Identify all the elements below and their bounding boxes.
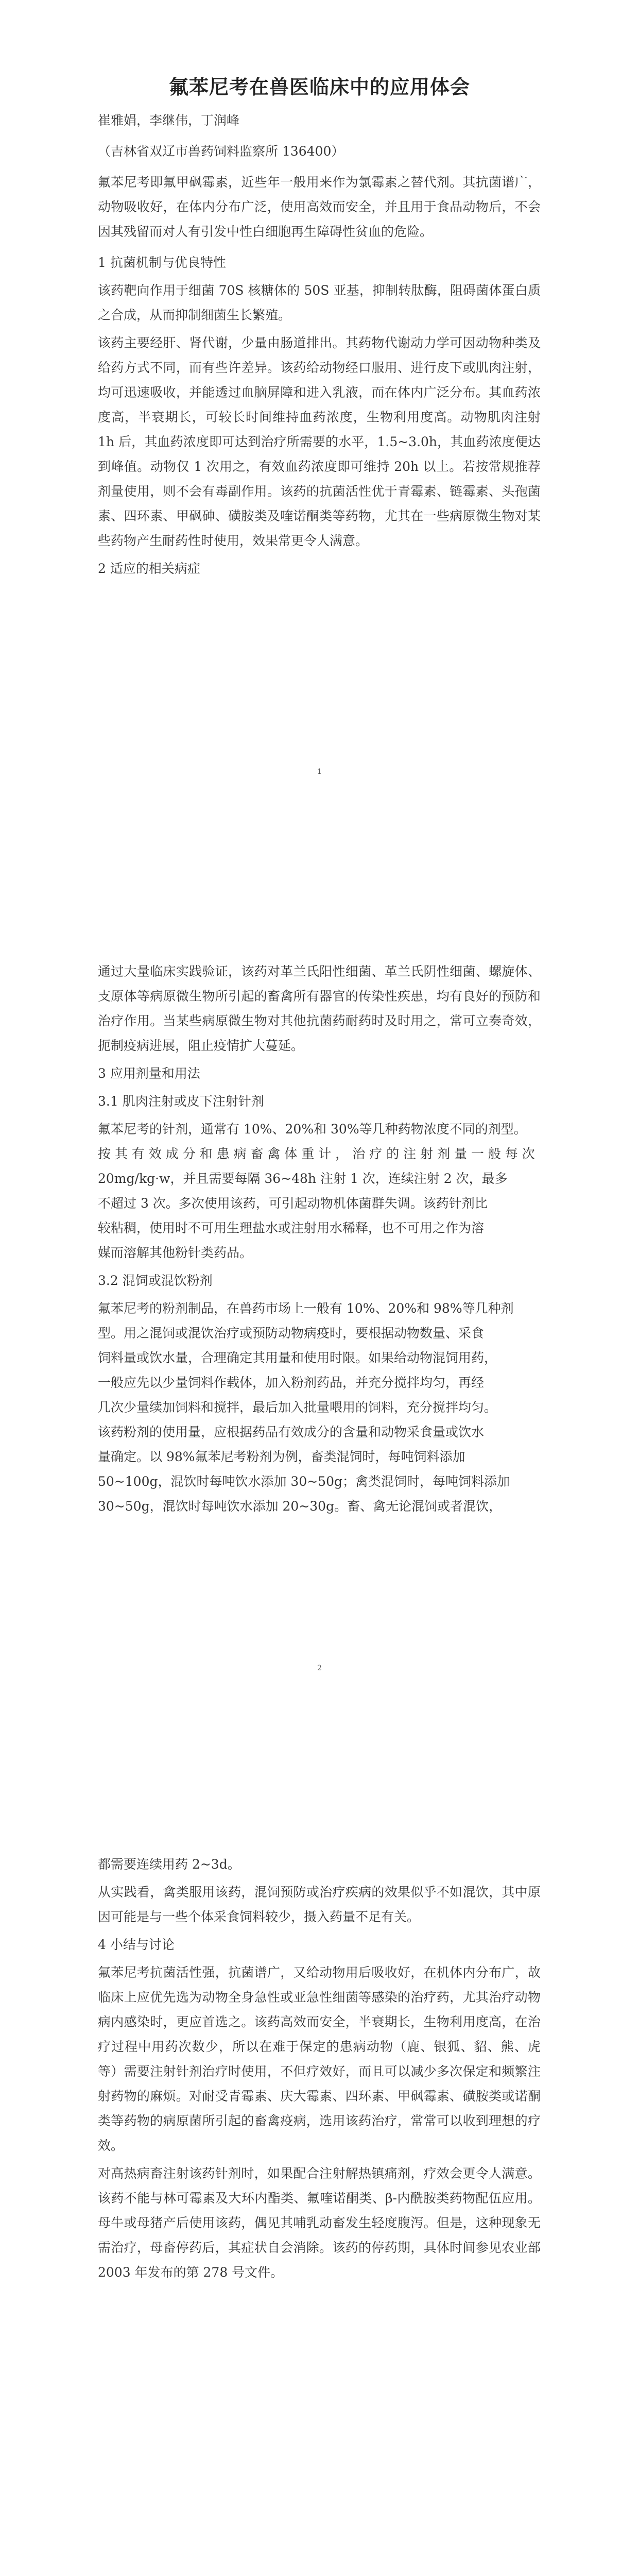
section-heading-3: 3 应用剂量和用法: [98, 1066, 200, 1081]
text-line: 30~50g，混饮时每吨饮水添加 20~30g。畜、禽无论混饲或者混饮，: [98, 1499, 502, 1514]
section-heading-1: 1 抗菌机制与优良特性: [98, 255, 226, 270]
text-line: 50~100g，混饮时每吨饮水添加 30~50g；禽类混饲时，每吨饲料添加: [98, 1474, 510, 1489]
page-number: 2: [317, 1664, 322, 1672]
text-line: 几次少量续加饲料和搅拌，最后加入批量喂用的饲料，充分搅拌均匀。: [98, 1400, 497, 1415]
section-heading-4: 4 小结与讨论: [98, 1937, 175, 1952]
text-line: 20mg/kg·w，并且需要每隔 36~48h 注射 1 次，连续注射 2 次，最多: [98, 1171, 508, 1186]
paragraph: 该药靶向作用于细菌 70S 核糖体的 50S 亚基，抑制转肽酶，阻碍菌体蛋白质之合成，从而抑制细菌生长繁殖。: [98, 283, 541, 323]
text-line: 较粘稠，使用时不可用生理盐水或注射用水稀释，也不可用之作为溶: [98, 1221, 485, 1235]
intro-paragraph: 氟苯尼考即氟甲砜霉素，近些年一般用来作为氯霉素之替代剂。其抗菌谱广，动物吸收好，在体内分布广泛，使用高效而安全，并且用于食品动物后，不会因其残留而对人有引发中性白细胞再生障碍性贫血的危险。: [98, 175, 541, 239]
page-number: 1: [317, 768, 322, 776]
text-line: 型。用之混饲或混饮治疗或预防动物病疫时，要根据动物数量、采食: [98, 1326, 485, 1341]
affiliation: （吉林省双辽市兽药饲料监察所 136400）: [98, 144, 344, 159]
subsection-heading-3-2: 3.2 混饲或混饮粉剂: [98, 1273, 213, 1288]
text-line: 量确定。以 98%氟苯尼考粉剂为例，畜类混饲时，每吨饲料添加: [98, 1449, 465, 1464]
paragraph: 都需要连续用药 2~3d。: [98, 1857, 240, 1872]
paragraph: 通过大量临床实践验证，该药对革兰氏阳性细菌、革兰氏阴性细菌、螺旋体、支原体等病原微生物所引起的畜禽所有器官的传染性疾患，均有良好的预防和治疗作用。当某些病原微生物对其他抗菌药耐药时及时用之，常可立奏奇效，扼制疫病进展，阻止疫情扩大蔓延。: [98, 964, 541, 1053]
document-title: 氟苯尼考在兽医临床中的应用体会: [168, 75, 470, 98]
paragraph: 从实践看，禽类服用该药，混饲预防或治疗疾病的效果似乎不如混饮，其中原因可能是与一些个体采食饲料较少，摄入药量不足有关。: [98, 1885, 541, 1924]
authors: 崔雅娟，李继伟，丁润峰: [98, 113, 240, 128]
text-line: 氟苯尼考的粉剂制品，在兽药市场上一般有 10%、20%和 98%等几种剂: [98, 1301, 514, 1316]
text-line: 不超过 3 次。多次使用该药，可引起动物机体菌群失调。该药针剂比: [98, 1196, 488, 1211]
paragraph: 氟苯尼考抗菌活性强，抗菌谱广，又给动物用后吸收好，在机体内分布广，故临床上应优先选为动物全身急性或亚急性细菌等感染的治疗药，尤其治疗动物病内感染时，更应首选之。该药高效而安全，半衰期长，生物利用度高，在治疗过程中用药次数少，所以在难于保定的患病动物（鹿、银狐、貂、熊、虎等）需要注射针剂治疗时使用，不但疗效好，而且可以减少多次保定和频繁注射药物的麻烦。对耐受青霉素、庆大霉素、四环素、甲砜霉素、磺胺类或诺酮类等药物的病原菌所引起的畜禽疫病，选用该药治疗，常常可以收到理想的疗效。: [98, 1965, 541, 2153]
paragraph: 对高热病畜注射该药针剂时，如果配合注射解热镇痛剂，疗效会更令人满意。该药不能与林可霉素及大环内酯类、氟喹诺酮类、β-内酰胺类药物配伍应用。母牛或母猪产后使用该药，偶见其哺乳动畜发生轻度腹泻。但是，这种现象无需治疗，母畜停药后，其症状自会消除。该药的停药期，具体时间参见农业部 2003 年发布的第 278 号文件。: [98, 2166, 541, 2280]
text-line: 按 其 有 效 成 分 和 患 病 畜 禽 体 重 计 ， 治 疗 的 注 射 剂 量 一 般 每 次: [98, 1146, 535, 1161]
section-heading-2: 2 适应的相关病症: [98, 561, 200, 576]
paragraph: 该药主要经肝、肾代谢，少量由肠道排出。其药物代谢动力学可因动物种类及给药方式不同，而有些许差异。该药给动物经口服用、进行皮下或肌肉注射，均可迅速吸收，并能透过血脑屏障和进入乳液，而在体内广泛分布。其血药浓度高，半衰期长，可较长时间维持血药浓度，生物利用度高。动物肌肉注射 1h 后，其血药浓度即可达到治疗所需要的水平，1.5~3.0h，其血药浓度便达到峰值。动物仅 1 次用之，有效血药浓度即可维持 20h 以上。若按常规推荐剂量使用，则不会有毒副作用。该药的抗菌活性优于青霉素、链霉素、头孢菌素、四环素、甲砜砷、磺胺类及喹诺酮类等药物，尤其在一些病原微生物对某些药物产生耐药性时使用，效果常更令人满意。: [98, 335, 541, 548]
text-line: 媒而溶解其他粉针类药品。: [98, 1245, 253, 1260]
subsection-heading-3-1: 3.1 肌肉注射或皮下注射针剂: [98, 1094, 264, 1109]
text-line: 饲料量或饮水量，合理确定其用量和使用时限。如果给动物混饲用药，: [98, 1350, 497, 1365]
text-line: 氟苯尼考的针剂，通常有 10%、20%和 30%等几种药物浓度不同的剂型。: [98, 1122, 527, 1137]
text-line: 该药粉剂的使用量，应根据药品有效成分的含量和动物采食量或饮水: [98, 1425, 485, 1439]
text-line: 一般应先以少量饲料作载体，加入粉剂药品，并充分搅拌均匀，再经: [98, 1375, 485, 1390]
